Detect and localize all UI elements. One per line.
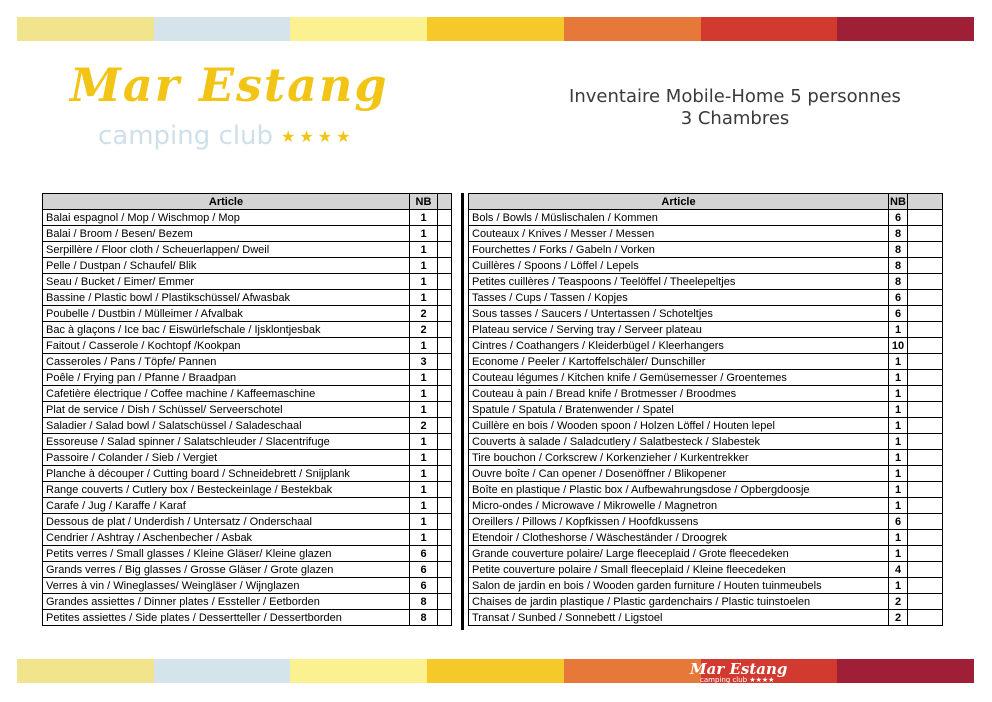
cell-article: Chaises de jardin plastique / Plastic gardenchairs / Plastic tuinstoelen bbox=[469, 594, 889, 610]
cell-article: Couteaux / Knives / Messer / Messen bbox=[469, 226, 889, 242]
stripe-segment bbox=[154, 659, 291, 683]
cell-article: Carafe / Jug / Karaffe / Karaf bbox=[43, 498, 410, 514]
stripe-segment bbox=[564, 659, 701, 683]
table-header-row bbox=[43, 194, 452, 210]
cell-article: Cintres / Coathangers / Kleiderbügel / Kleerhangers bbox=[469, 338, 889, 354]
cell-nb: 1 bbox=[889, 354, 908, 370]
cell-nb: 1 bbox=[889, 402, 908, 418]
cell-article: Faitout / Casserole / Kochtopf /Kookpan bbox=[43, 338, 410, 354]
cell-nb: 8 bbox=[889, 242, 908, 258]
cell-nb: 1 bbox=[889, 466, 908, 482]
cell-blank bbox=[438, 498, 452, 514]
cell-nb: 1 bbox=[410, 290, 438, 306]
cell-nb: 1 bbox=[410, 258, 438, 274]
cell-nb: 8 bbox=[410, 610, 438, 626]
cell-blank bbox=[908, 290, 943, 306]
table-row bbox=[43, 242, 452, 258]
cell-nb: 6 bbox=[889, 514, 908, 530]
cell-blank bbox=[908, 434, 943, 450]
column-header-nb: NB bbox=[410, 194, 438, 210]
table-row bbox=[469, 226, 943, 242]
cell-blank bbox=[438, 290, 452, 306]
table-row bbox=[43, 594, 452, 610]
cell-article: Passoire / Colander / Sieb / Vergiet bbox=[43, 450, 410, 466]
table-row bbox=[469, 274, 943, 290]
cell-blank bbox=[908, 418, 943, 434]
cell-article: Couteau à pain / Bread knife / Brotmesser / Broodmes bbox=[469, 386, 889, 402]
footer-logo-script: Mar Estang bbox=[690, 660, 788, 678]
cell-article: Etendoir / Clotheshorse / Wäscheständer / Droogrek bbox=[469, 530, 889, 546]
cell-nb: 1 bbox=[410, 210, 438, 226]
column-header-article: Article bbox=[43, 194, 410, 210]
cell-blank bbox=[908, 450, 943, 466]
cell-nb: 1 bbox=[410, 402, 438, 418]
table-row bbox=[43, 418, 452, 434]
cell-article: Petits verres / Small glasses / Kleine Gläser/ Kleine glazen bbox=[43, 546, 410, 562]
footer-logo bbox=[690, 662, 787, 684]
cell-blank bbox=[438, 594, 452, 610]
table-row bbox=[43, 370, 452, 386]
table-row bbox=[469, 402, 943, 418]
cell-blank bbox=[908, 514, 943, 530]
table-row bbox=[43, 434, 452, 450]
cell-blank bbox=[438, 418, 452, 434]
cell-nb: 8 bbox=[889, 258, 908, 274]
cell-nb: 1 bbox=[410, 226, 438, 242]
cell-blank bbox=[438, 306, 452, 322]
title-line-2: 3 Chambres bbox=[680, 108, 790, 129]
table-row bbox=[43, 498, 452, 514]
cell-article: Fourchettes / Forks / Gabeln / Vorken bbox=[469, 242, 889, 258]
table-row bbox=[43, 322, 452, 338]
cell-nb: 4 bbox=[889, 562, 908, 578]
cell-blank bbox=[908, 370, 943, 386]
table-row bbox=[469, 354, 943, 370]
cell-blank bbox=[908, 354, 943, 370]
cell-blank bbox=[908, 466, 943, 482]
cell-nb: 10 bbox=[889, 338, 908, 354]
cell-nb: 1 bbox=[410, 530, 438, 546]
table-row bbox=[43, 354, 452, 370]
column-header-nb: NB bbox=[890, 195, 906, 208]
cell-blank bbox=[438, 274, 452, 290]
cell-blank bbox=[438, 466, 452, 482]
cell-nb: 1 bbox=[410, 466, 438, 482]
page-title bbox=[520, 86, 950, 130]
cell-blank bbox=[908, 242, 943, 258]
cell-article: Petites assiettes / Side plates / Dessertteller / Dessertborden bbox=[43, 610, 410, 626]
cell-nb: 8 bbox=[410, 594, 438, 610]
stripe-segment bbox=[17, 659, 154, 683]
cell-article: Plateau service / Serving tray / Serveer plateau bbox=[469, 322, 889, 338]
table-row bbox=[43, 578, 452, 594]
logo-subtitle bbox=[98, 122, 354, 151]
cell-blank bbox=[908, 258, 943, 274]
cell-article: Oreillers / Pillows / Kopfkissen / Hoofdkussens bbox=[469, 514, 889, 530]
cell-article: Petites cuillères / Teaspoons / Teelöffel / Theelepeltjes bbox=[469, 274, 889, 290]
cell-nb: 2 bbox=[889, 610, 908, 626]
cell-blank bbox=[438, 514, 452, 530]
table-row bbox=[43, 562, 452, 578]
cell-nb: 6 bbox=[410, 562, 438, 578]
cell-article: Poêle / Frying pan / Pfanne / Braadpan bbox=[43, 370, 410, 386]
inventory-table-left bbox=[42, 193, 452, 626]
cell-nb: 1 bbox=[889, 386, 908, 402]
cell-article: Verres à vin / Wineglasses/ Weingläser / Wijnglazen bbox=[43, 578, 410, 594]
cell-blank bbox=[908, 402, 943, 418]
cell-article: Serpillère / Floor cloth / Scheuerlappen/ Dweil bbox=[43, 242, 410, 258]
table-row bbox=[469, 610, 943, 626]
table-row bbox=[469, 578, 943, 594]
cell-blank bbox=[438, 562, 452, 578]
logo-sub-text: camping club bbox=[98, 121, 274, 151]
logo-stars: ★★★★ bbox=[281, 126, 355, 146]
stripe-segment bbox=[17, 17, 154, 41]
cell-nb: 1 bbox=[889, 434, 908, 450]
stripe-segment bbox=[290, 17, 427, 41]
stripe-segment bbox=[154, 17, 291, 41]
table-row bbox=[43, 546, 452, 562]
cell-blank bbox=[908, 274, 943, 290]
table-row bbox=[43, 290, 452, 306]
cell-article: Cendrier / Ashtray / Aschenbecher / Asbak bbox=[43, 530, 410, 546]
cell-article: Poubelle / Dustbin / Mülleimer / Afvalbak bbox=[43, 306, 410, 322]
cell-article: Saladier / Salad bowl / Salatschüssel / Saladeschaal bbox=[43, 418, 410, 434]
cell-nb: 6 bbox=[889, 306, 908, 322]
cell-blank bbox=[438, 258, 452, 274]
cell-nb: 2 bbox=[410, 306, 438, 322]
cell-blank bbox=[908, 482, 943, 498]
cell-article: Dessous de plat / Underdish / Untersatz / Onderschaal bbox=[43, 514, 410, 530]
cell-blank bbox=[438, 402, 452, 418]
cell-article: Grande couverture polaire/ Large fleeceplaid / Grote fleecedeken bbox=[469, 546, 889, 562]
cell-blank bbox=[908, 306, 943, 322]
cell-article: Grands verres / Big glasses / Grosse Gläser / Grote glazen bbox=[43, 562, 410, 578]
table-row bbox=[43, 338, 452, 354]
table-row bbox=[43, 402, 452, 418]
cell-article: Ouvre boîte / Can opener / Dosenöffner / Blikopener bbox=[469, 466, 889, 482]
cell-article: Casseroles / Pans / Töpfe/ Pannen bbox=[43, 354, 410, 370]
cell-blank bbox=[438, 370, 452, 386]
cell-article: Bac à glaçons / Ice bac / Eiswürlefschale / Ijsklontjesbak bbox=[43, 322, 410, 338]
cell-blank bbox=[438, 434, 452, 450]
cell-blank bbox=[438, 546, 452, 562]
cell-blank bbox=[908, 322, 943, 338]
cell-article: Econome / Peeler / Kartoffelschäler/ Dunschiller bbox=[469, 354, 889, 370]
cell-nb: 1 bbox=[410, 370, 438, 386]
table-row bbox=[469, 530, 943, 546]
table-row bbox=[43, 386, 452, 402]
table-row bbox=[469, 338, 943, 354]
table-row bbox=[469, 242, 943, 258]
table-row bbox=[469, 546, 943, 562]
cell-article: Balai espagnol / Mop / Wischmop / Mop bbox=[43, 210, 410, 226]
cell-article: Salon de jardin en bois / Wooden garden furniture / Houten tuinmeubels bbox=[469, 578, 889, 594]
table-row bbox=[43, 258, 452, 274]
cell-nb: 1 bbox=[889, 450, 908, 466]
cell-nb: 8 bbox=[889, 226, 908, 242]
cell-nb: 1 bbox=[889, 546, 908, 562]
cell-article: Planche à découper / Cutting board / Schneidebrett / Snijplank bbox=[43, 466, 410, 482]
cell-nb: 6 bbox=[410, 546, 438, 562]
cell-blank bbox=[908, 610, 943, 626]
table-row bbox=[43, 274, 452, 290]
stripe-segment bbox=[427, 659, 564, 683]
table-row bbox=[43, 210, 452, 226]
cell-article: Cuillère en bois / Wooden spoon / Holzen Löffel / Houten lepel bbox=[469, 418, 889, 434]
cell-article: Sous tasses / Saucers / Untertassen / Schoteltjes bbox=[469, 306, 889, 322]
stripe-segment bbox=[837, 17, 974, 41]
table-header-row bbox=[469, 194, 943, 210]
cell-article: Micro-ondes / Microwave / Mikrowelle / Magnetron bbox=[469, 498, 889, 514]
cell-blank bbox=[908, 338, 943, 354]
cell-nb: 6 bbox=[889, 210, 908, 226]
cell-article: Range couverts / Cutlery box / Besteckeinlage / Bestekbak bbox=[43, 482, 410, 498]
cell-article: Balai / Broom / Besen/ Bezem bbox=[43, 226, 410, 242]
top-color-stripe bbox=[17, 17, 974, 41]
cell-article: Seau / Bucket / Eimer/ Emmer bbox=[43, 274, 410, 290]
table-row bbox=[469, 386, 943, 402]
cell-nb: 1 bbox=[410, 242, 438, 258]
table-row bbox=[43, 466, 452, 482]
cell-nb: 1 bbox=[889, 418, 908, 434]
cell-nb: 8 bbox=[889, 274, 908, 290]
cell-blank bbox=[908, 562, 943, 578]
table-row bbox=[469, 466, 943, 482]
cell-blank bbox=[908, 226, 943, 242]
table-row bbox=[43, 482, 452, 498]
inventory-table-right bbox=[468, 193, 943, 626]
mar-estang-logo bbox=[70, 58, 389, 151]
cell-blank bbox=[908, 578, 943, 594]
stripe-segment bbox=[837, 659, 974, 683]
cell-blank bbox=[438, 226, 452, 242]
cell-blank bbox=[908, 210, 943, 226]
cell-article: Tire bouchon / Corkscrew / Korkenzieher / Kurkentrekker bbox=[469, 450, 889, 466]
stripe-segment bbox=[290, 659, 427, 683]
cell-blank bbox=[908, 594, 943, 610]
logo-script-text: Mar Estang bbox=[70, 58, 389, 112]
footer-logo-sub: camping club ★★★★ bbox=[700, 676, 775, 684]
table-row bbox=[43, 306, 452, 322]
cell-nb: 2 bbox=[889, 594, 908, 610]
cell-article: Essoreuse / Salad spinner / Salatschleuder / Slacentrifuge bbox=[43, 434, 410, 450]
cell-nb: 1 bbox=[889, 498, 908, 514]
cell-blank bbox=[908, 498, 943, 514]
cell-nb: 6 bbox=[889, 290, 908, 306]
table-row bbox=[469, 418, 943, 434]
table-row bbox=[469, 210, 943, 226]
cell-article: Boîte en plastique / Plastic box / Aufbewahrungsdose / Opbergdoosje bbox=[469, 482, 889, 498]
table-row bbox=[469, 514, 943, 530]
table-row bbox=[469, 258, 943, 274]
bottom-color-stripe bbox=[17, 659, 974, 683]
cell-blank bbox=[908, 546, 943, 562]
table-row bbox=[43, 226, 452, 242]
cell-nb: 1 bbox=[410, 274, 438, 290]
stripe-segment bbox=[564, 17, 701, 41]
cell-nb: 1 bbox=[889, 530, 908, 546]
cell-article: Tasses / Cups / Tassen / Kopjes bbox=[469, 290, 889, 306]
cell-nb: 1 bbox=[889, 482, 908, 498]
table-separator bbox=[461, 193, 464, 630]
cell-nb: 1 bbox=[410, 482, 438, 498]
cell-article: Grandes assiettes / Dinner plates / Essteller / Eetborden bbox=[43, 594, 410, 610]
table-row bbox=[469, 370, 943, 386]
cell-blank bbox=[438, 322, 452, 338]
cell-article: Couteau légumes / Kitchen knife / Gemüsemesser / Groentemes bbox=[469, 370, 889, 386]
table-row bbox=[469, 450, 943, 466]
cell-nb: 1 bbox=[410, 386, 438, 402]
table-row bbox=[469, 290, 943, 306]
cell-article: Transat / Sunbed / Sonnebett / Ligstoel bbox=[469, 610, 889, 626]
cell-nb: 1 bbox=[410, 434, 438, 450]
cell-article: Bols / Bowls / Müslischalen / Kommen bbox=[469, 210, 889, 226]
cell-article: Spatule / Spatula / Bratenwender / Spatel bbox=[469, 402, 889, 418]
table-row bbox=[469, 306, 943, 322]
cell-blank bbox=[438, 210, 452, 226]
table-row bbox=[43, 610, 452, 626]
cell-nb: 1 bbox=[889, 578, 908, 594]
cell-nb: 6 bbox=[410, 578, 438, 594]
cell-blank bbox=[908, 386, 943, 402]
cell-blank bbox=[438, 338, 452, 354]
cell-nb: 1 bbox=[410, 498, 438, 514]
cell-blank bbox=[438, 386, 452, 402]
stripe-segment bbox=[427, 17, 564, 41]
column-header-blank bbox=[438, 194, 452, 210]
cell-nb: 1 bbox=[410, 514, 438, 530]
cell-article: Pelle / Dustpan / Schaufel/ Blik bbox=[43, 258, 410, 274]
cell-blank bbox=[438, 482, 452, 498]
cell-blank bbox=[438, 242, 452, 258]
stripe-segment bbox=[701, 17, 838, 41]
cell-article: Cuillères / Spoons / Löffel / Lepels bbox=[469, 258, 889, 274]
table-row bbox=[469, 594, 943, 610]
table-row bbox=[469, 562, 943, 578]
table-row bbox=[469, 498, 943, 514]
table-row bbox=[469, 322, 943, 338]
cell-nb: 3 bbox=[410, 354, 438, 370]
column-header-blank bbox=[908, 194, 943, 210]
table-row bbox=[469, 434, 943, 450]
table-row bbox=[43, 514, 452, 530]
cell-article: Petite couverture polaire / Small fleeceplaid / Kleine fleecedeken bbox=[469, 562, 889, 578]
cell-article: Plat de service / Dish / Schüssel/ Serveerschotel bbox=[43, 402, 410, 418]
cell-nb: 1 bbox=[889, 370, 908, 386]
table-row bbox=[43, 530, 452, 546]
cell-blank bbox=[438, 450, 452, 466]
cell-blank bbox=[438, 610, 452, 626]
title-line-1: Inventaire Mobile-Home 5 personnes bbox=[569, 86, 901, 107]
cell-nb: 1 bbox=[410, 450, 438, 466]
cell-article: Cafetière électrique / Coffee machine / Kaffeemaschine bbox=[43, 386, 410, 402]
cell-blank bbox=[438, 578, 452, 594]
column-header-article: Article bbox=[469, 194, 889, 210]
cell-nb: 2 bbox=[410, 418, 438, 434]
cell-blank bbox=[908, 530, 943, 546]
cell-article: Bassine / Plastic bowl / Plastikschüssel/ Afwasbak bbox=[43, 290, 410, 306]
table-row bbox=[469, 482, 943, 498]
cell-nb: 1 bbox=[410, 338, 438, 354]
cell-nb: 1 bbox=[889, 322, 908, 338]
cell-blank bbox=[438, 530, 452, 546]
cell-blank bbox=[438, 354, 452, 370]
table-row bbox=[43, 450, 452, 466]
cell-article: Couverts à salade / Saladcutlery / Salatbesteck / Slabestek bbox=[469, 434, 889, 450]
cell-nb: 2 bbox=[410, 322, 438, 338]
